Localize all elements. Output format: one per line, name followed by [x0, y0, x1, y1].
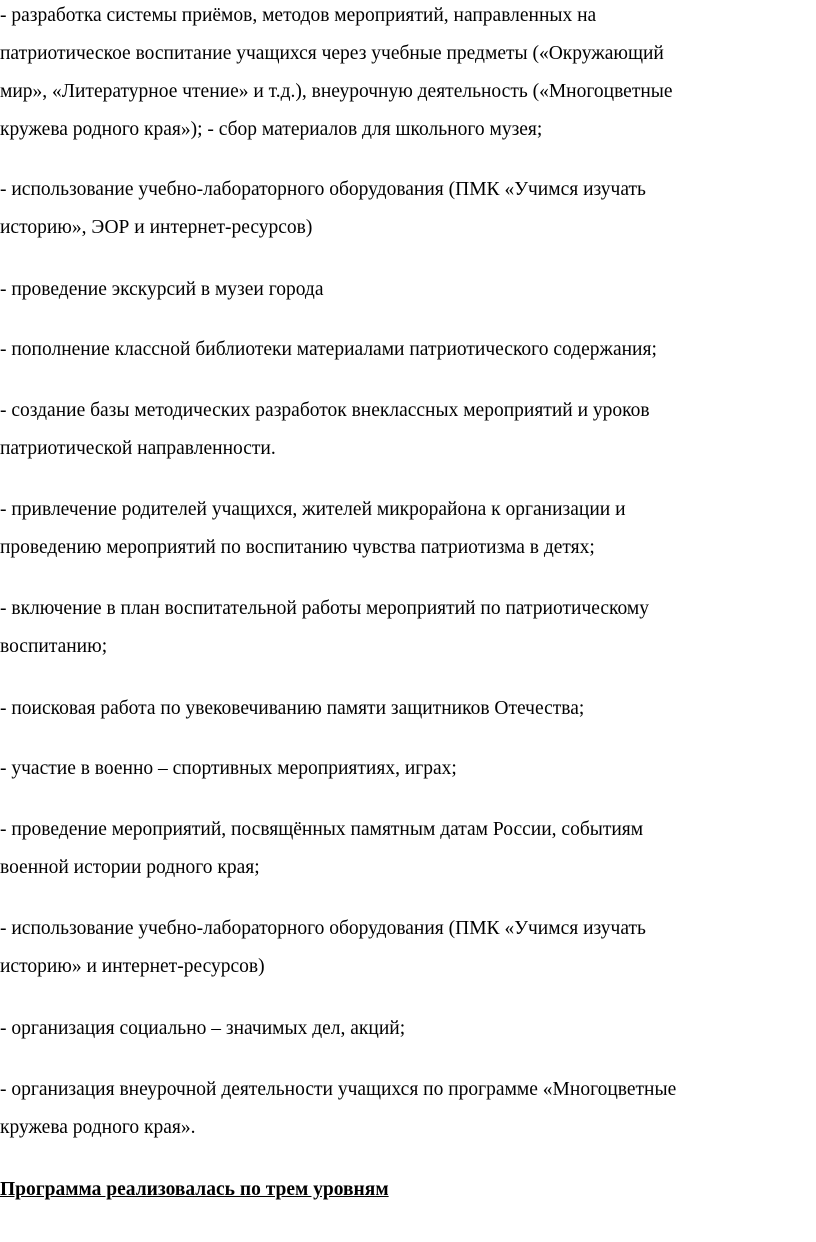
paragraph-5-line-1: - создание базы методических разработок внеклассных мероприятий и уроков	[0, 400, 650, 421]
paragraph-10-line-2: военной истории родного края;	[0, 857, 260, 878]
paragraph-9-line-1: - участие в военно – спортивных мероприятиях, играх;	[0, 758, 457, 779]
paragraph-11-line-1: - использование учебно-лабораторного оборудования (ПМК «Учимся изучать	[0, 918, 646, 939]
paragraph-7-line-1: - включение в план воспитательной работы мероприятий по патриотическому	[0, 598, 649, 619]
paragraph-8-line-1: - поисковая работа по увековечиванию памяти защитников Отечества;	[0, 698, 585, 719]
paragraph-2-line-1: - использование учебно-лабораторного оборудования (ПМК «Учимся изучать	[0, 179, 646, 200]
paragraph-6-line-2: проведению мероприятий по воспитанию чувства патриотизма в детях;	[0, 537, 595, 558]
paragraph-11-line-2: историю» и интернет-ресурсов)	[0, 956, 265, 977]
paragraph-1-line-4: кружева родного края»); - сбор материалов для школьного музея;	[0, 119, 543, 140]
paragraph-13-line-1: - организация внеурочной деятельности учащихся по программе «Многоцветные	[0, 1079, 677, 1100]
paragraph-1-line-2: патриотическое воспитание учащихся через учебные предметы («Окружающий	[0, 43, 664, 64]
paragraph-1-line-1: - разработка системы приёмов, методов мероприятий, направленных на	[0, 5, 597, 26]
paragraph-4-line-1: - пополнение классной библиотеки материалами патриотического содержания;	[0, 339, 657, 360]
paragraph-3-line-1: - проведение экскурсий в музеи города	[0, 279, 324, 300]
paragraph-1-line-3: мир», «Литературное чтение» и т.д.), внеурочную деятельность («Многоцветные	[0, 81, 673, 102]
paragraph-7-line-2: воспитанию;	[0, 636, 108, 657]
paragraph-12-line-1: - организация социально – значимых дел, акций;	[0, 1018, 406, 1039]
section-heading: Программа реализовалась по трем уровням	[0, 1179, 389, 1200]
paragraph-2-line-2: историю», ЭОР и интернет-ресурсов)	[0, 217, 313, 238]
paragraph-13-line-2: кружева родного края».	[0, 1117, 196, 1138]
paragraph-6-line-1: - привлечение родителей учащихся, жителей микрорайона к организации и	[0, 499, 626, 520]
paragraph-10-line-1: - проведение мероприятий, посвящённых памятным датам России, событиям	[0, 819, 644, 840]
paragraph-5-line-2: патриотической направленности.	[0, 438, 276, 459]
